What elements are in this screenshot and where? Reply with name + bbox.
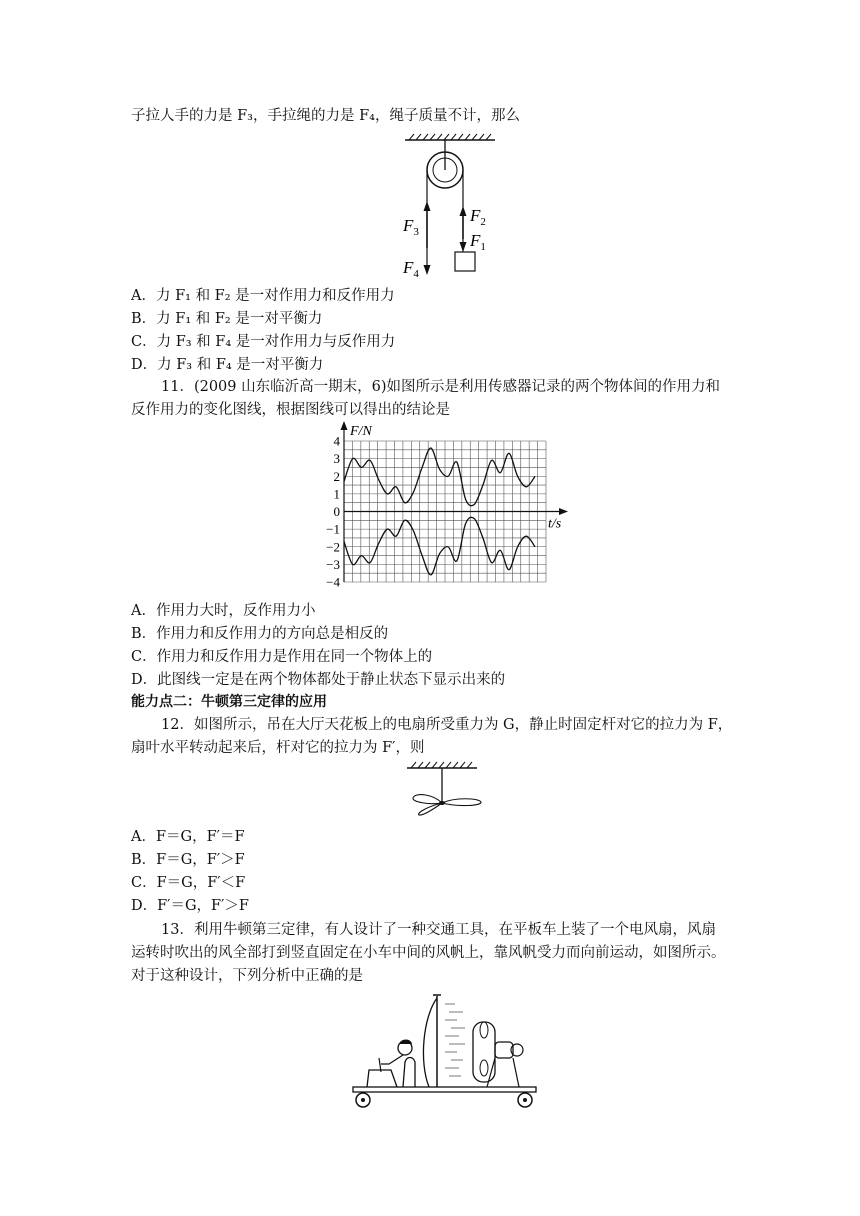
series-line-1 (344, 448, 535, 506)
y-axis-label: F/N (350, 424, 372, 439)
y-tick-label: 2 (333, 468, 340, 484)
series-line-2 (344, 517, 535, 575)
ceiling-fan-figure (405, 760, 485, 822)
section-heading: 能力点二：牛顿第三定律的应用 (131, 694, 327, 710)
q13-stem-line1: 13．利用牛顿第三定律，有人设计了一种交通工具，在平板车上装了一个电风扇，风扇 (161, 922, 716, 938)
x-axis-label: t/s (548, 516, 562, 532)
y-tick-label: −1 (326, 521, 340, 537)
q10-option-a: A．力 F₁ 和 F₂ 是一对作用力和反作用力 (131, 288, 395, 304)
sail-cart-figure (345, 992, 545, 1112)
y-tick-label: −3 (326, 556, 340, 572)
q12-stem-line1: 12．如图所示，吊在大厅天花板上的电扇所受重力为 G，静止时固定杆对它的拉力为 F， (161, 717, 733, 733)
q11-stem-line1: 11．(2009 山东临沂高一期末，6)如图所示是利用传感器记录的两个物体间的作用力和 (161, 379, 720, 395)
y-tick-label: 4 (333, 433, 340, 449)
q10-option-b: B．力 F₁ 和 F₂ 是一对平衡力 (131, 311, 323, 327)
label-f4: $F_4$ (403, 258, 419, 278)
q10-option-d: D．力 F₃ 和 F₄ 是一对平衡力 (131, 357, 324, 373)
q12-option-a: A．F＝G，F′＝F (131, 829, 245, 845)
q10-stem-end: 子拉人手的力是 F₃，手拉绳的力是 F₄，绳子质量不计，那么 (131, 108, 520, 124)
label-f3: $F_3$ (403, 216, 419, 238)
q12-stem-line2: 扇叶水平转动起来后，杆对它的拉力为 F′，则 (131, 740, 425, 756)
q12-option-b: B．F＝G，F′＞F (131, 852, 245, 868)
y-axis-arrow (341, 421, 348, 430)
y-tick-label: −4 (326, 574, 340, 590)
q13-stem-line2: 运转时吹出的风全部打到竖直固定在小车中间的风帆上，靠风帆受力而向前运动，如图所示。 (131, 945, 726, 961)
q12-option-c: C．F＝G，F′＜F (131, 875, 246, 891)
q11-option-c: C．作用力和反作用力是作用在同一个物体上的 (131, 649, 433, 665)
q11-option-d: D．此图线一定是在两个物体都处于静止状态下显示出来的 (131, 672, 506, 688)
y-tick-label: −2 (326, 539, 340, 555)
q12-option-d: D．F′＝G，F′＞F (131, 898, 249, 914)
label-f1: $F_1$ (470, 231, 486, 253)
force-time-chart (310, 420, 580, 590)
y-tick-label: 1 (333, 486, 340, 502)
q10-option-c: C．力 F₃ 和 F₄ 是一对作用力与反作用力 (131, 334, 396, 350)
q11-option-a: A．作用力大时，反作用力小 (131, 603, 316, 619)
q11-stem-line2: 反作用力的变化图线，根据图线可以得出的结论是 (131, 402, 450, 418)
q13-stem-line3: 对于这种设计，下列分析中正确的是 (131, 968, 363, 984)
pulley-figure (395, 133, 505, 278)
y-tick-label: 0 (333, 504, 340, 519)
y-tick-label: 3 (333, 451, 340, 467)
q11-option-b: B．作用力和反作用力的方向总是相反的 (131, 626, 389, 642)
x-axis-arrow (559, 508, 568, 515)
label-f2: $F_2$ (470, 206, 486, 228)
